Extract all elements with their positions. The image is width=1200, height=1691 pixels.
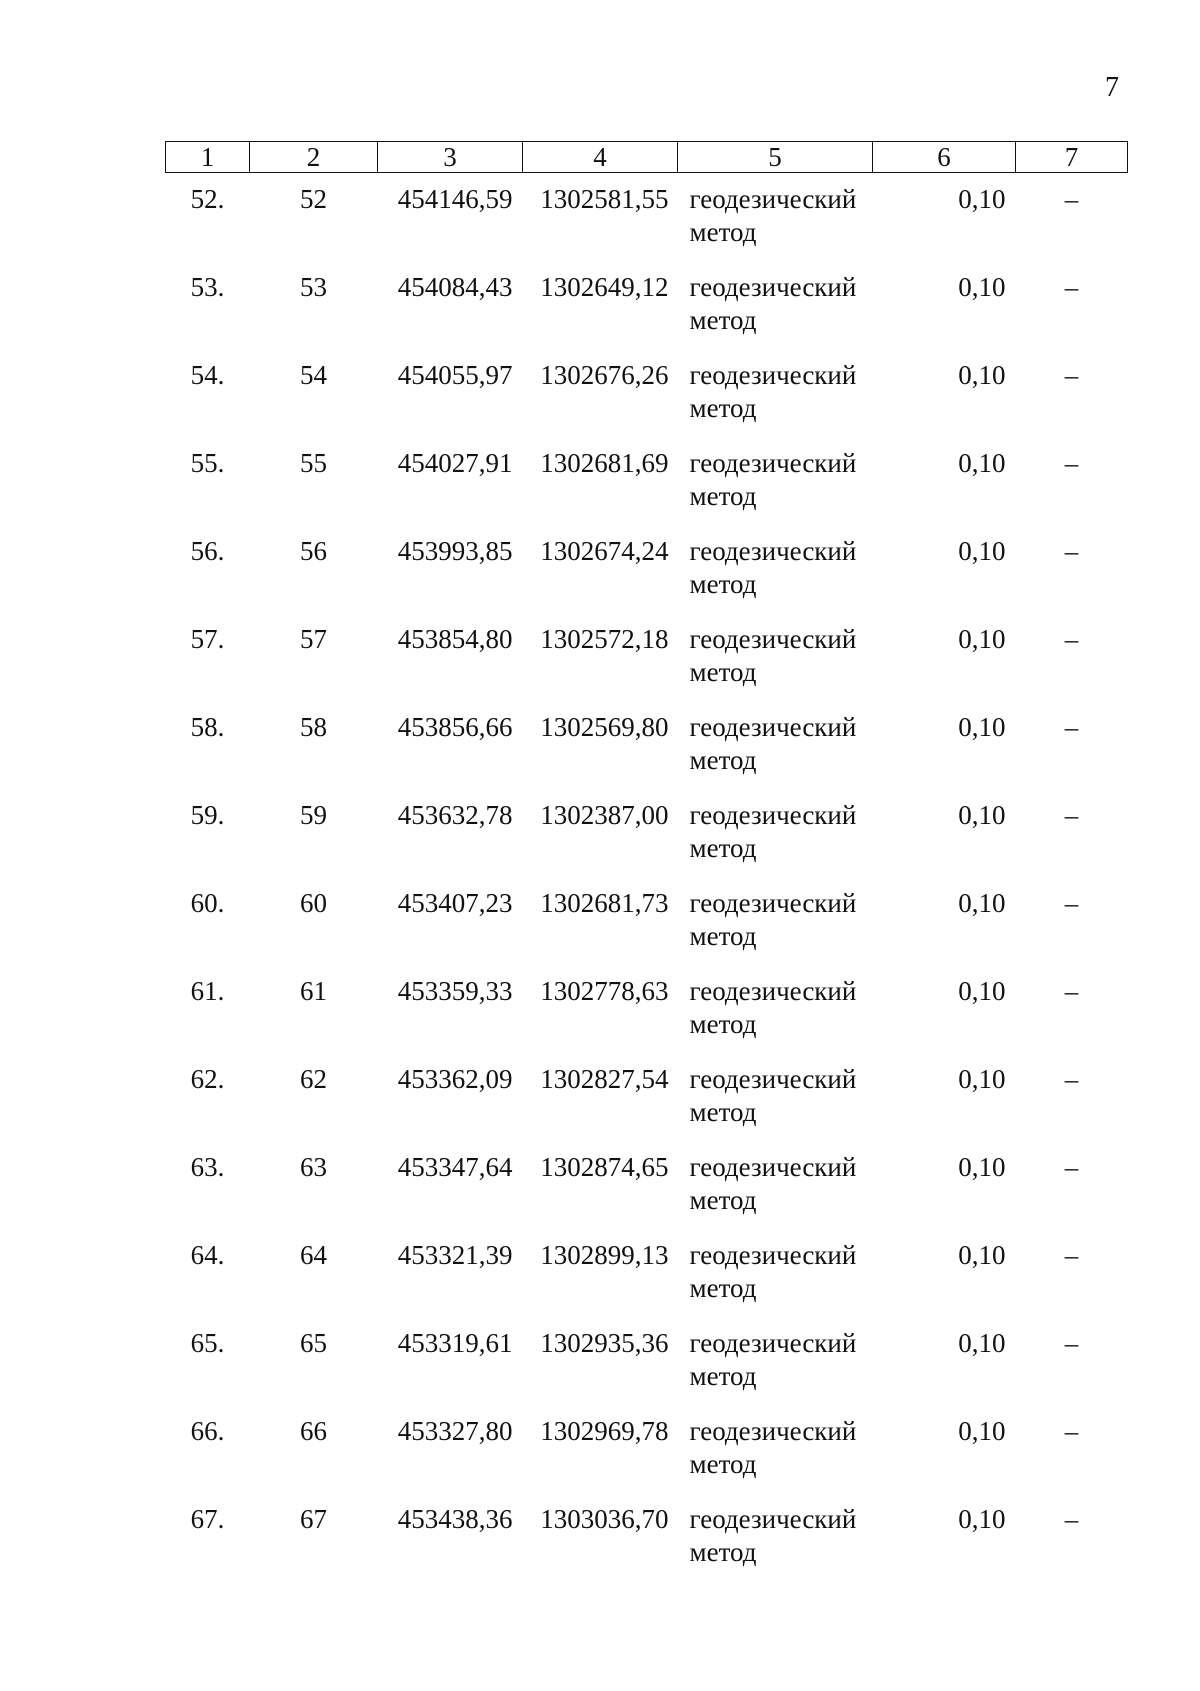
accuracy-cell: 0,10: [958, 1328, 1006, 1358]
table-row: [166, 359, 1128, 447]
point-number-cell: 55: [300, 448, 327, 478]
note-cell: –: [1064, 1504, 1079, 1534]
table-row: [166, 1415, 1128, 1503]
table-row: [166, 1063, 1128, 1151]
x-coordinate-cell: 453407,23: [397, 888, 513, 918]
point-number-cell: 53: [300, 272, 327, 302]
x-coordinate-cell: 453347,64: [397, 1152, 513, 1182]
header-row: [166, 142, 1128, 173]
accuracy-cell: 0,10: [958, 624, 1006, 654]
accuracy-cell: 0,10: [958, 272, 1006, 302]
table-row: [166, 271, 1128, 359]
x-coordinate-cell: 453359,33: [397, 976, 513, 1006]
method-cell: геодезический метод: [689, 536, 857, 599]
table-row: [166, 975, 1128, 1063]
note-cell: –: [1064, 1064, 1079, 1094]
y-coordinate-cell: 1302969,78: [540, 1416, 669, 1446]
point-number-cell: 63: [300, 1152, 327, 1182]
x-coordinate-cell: 453362,09: [397, 1064, 513, 1094]
accuracy-cell: 0,10: [958, 1240, 1006, 1270]
coordinates-table: [165, 141, 1128, 1591]
accuracy-cell: 0,10: [958, 976, 1006, 1006]
method-cell: геодезический метод: [689, 184, 857, 247]
x-coordinate-cell: 453854,80: [397, 624, 513, 654]
accuracy-cell: 0,10: [958, 184, 1006, 214]
point-number-cell: 56: [300, 536, 327, 566]
x-coordinate-cell: 453993,85: [397, 536, 513, 566]
point-number-cell: 64: [300, 1240, 327, 1270]
x-coordinate-cell: 453856,66: [397, 712, 513, 742]
method-cell: геодезический метод: [689, 272, 857, 335]
row-index-cell: 52.: [190, 184, 225, 214]
method-cell: геодезический метод: [689, 1240, 857, 1303]
y-coordinate-cell: 1302569,80: [540, 712, 669, 742]
method-cell: геодезический метод: [689, 976, 857, 1039]
x-coordinate-cell: 453319,61: [397, 1328, 513, 1358]
note-cell: –: [1064, 448, 1079, 478]
point-number-cell: 57: [300, 624, 327, 654]
column-header: 3: [378, 142, 523, 173]
accuracy-cell: 0,10: [958, 536, 1006, 566]
row-index-cell: 57.: [190, 624, 225, 654]
note-cell: –: [1064, 976, 1079, 1006]
y-coordinate-cell: 1302899,13: [540, 1240, 669, 1270]
note-cell: –: [1064, 888, 1079, 918]
method-cell: геодезический метод: [689, 1064, 857, 1127]
accuracy-cell: 0,10: [958, 1504, 1006, 1534]
table-row: [166, 535, 1128, 623]
x-coordinate-cell: 453321,39: [397, 1240, 513, 1270]
row-index-cell: 56.: [190, 536, 225, 566]
point-number-cell: 60: [300, 888, 327, 918]
row-index-cell: 55.: [190, 448, 225, 478]
x-coordinate-cell: 453632,78: [397, 800, 513, 830]
point-number-cell: 54: [300, 360, 327, 390]
point-number-cell: 62: [300, 1064, 327, 1094]
table-row: [166, 799, 1128, 887]
note-cell: –: [1064, 1416, 1079, 1446]
page-number: 7: [1105, 72, 1119, 103]
row-index-cell: 63.: [190, 1152, 225, 1182]
method-cell: геодезический метод: [689, 1152, 857, 1215]
column-header: 4: [523, 142, 678, 173]
table-row: [166, 887, 1128, 975]
spacer-row: [166, 173, 1128, 184]
accuracy-cell: 0,10: [958, 448, 1006, 478]
note-cell: –: [1064, 536, 1079, 566]
method-cell: геодезический метод: [689, 360, 857, 423]
x-coordinate-cell: 454084,43: [397, 272, 513, 302]
table-row: [166, 1151, 1128, 1239]
method-cell: геодезический метод: [689, 800, 857, 863]
row-index-cell: 59.: [190, 800, 225, 830]
y-coordinate-cell: 1302874,65: [540, 1152, 669, 1182]
column-header: 1: [166, 142, 250, 173]
row-index-cell: 64.: [190, 1240, 225, 1270]
table-row: [166, 1503, 1128, 1591]
table-row: [166, 1327, 1128, 1415]
x-coordinate-cell: 453327,80: [397, 1416, 513, 1446]
method-cell: геодезический метод: [689, 1328, 857, 1391]
y-coordinate-cell: 1302581,55: [540, 184, 669, 214]
table-row: [166, 447, 1128, 535]
point-number-cell: 61: [300, 976, 327, 1006]
column-header: 2: [250, 142, 378, 173]
column-header: 7: [1016, 142, 1128, 173]
x-coordinate-cell: 454027,91: [397, 448, 513, 478]
y-coordinate-cell: 1302572,18: [540, 624, 669, 654]
table-row: [166, 183, 1128, 271]
table-body: [166, 173, 1128, 1592]
accuracy-cell: 0,10: [958, 1416, 1006, 1446]
column-header: 5: [678, 142, 873, 173]
point-number-cell: 67: [300, 1504, 327, 1534]
note-cell: –: [1064, 1152, 1079, 1182]
note-cell: –: [1064, 360, 1079, 390]
method-cell: геодезический метод: [689, 1416, 857, 1479]
row-index-cell: 61.: [190, 976, 225, 1006]
method-cell: геодезический метод: [689, 1504, 857, 1567]
note-cell: –: [1064, 184, 1079, 214]
point-number-cell: 65: [300, 1328, 327, 1358]
row-index-cell: 58.: [190, 712, 225, 742]
y-coordinate-cell: 1302827,54: [540, 1064, 669, 1094]
method-cell: геодезический метод: [689, 888, 857, 951]
note-cell: –: [1064, 800, 1079, 830]
y-coordinate-cell: 1302674,24: [540, 536, 669, 566]
table-row: [166, 1239, 1128, 1327]
y-coordinate-cell: 1302778,63: [540, 976, 669, 1006]
x-coordinate-cell: 454146,59: [397, 184, 513, 214]
table-row: [166, 623, 1128, 711]
y-coordinate-cell: 1302681,69: [540, 448, 669, 478]
row-index-cell: 62.: [190, 1064, 225, 1094]
point-number-cell: 52: [300, 184, 327, 214]
method-cell: геодезический метод: [689, 712, 857, 775]
accuracy-cell: 0,10: [958, 800, 1006, 830]
row-index-cell: 66.: [190, 1416, 225, 1446]
y-coordinate-cell: 1302649,12: [540, 272, 669, 302]
method-cell: геодезический метод: [689, 448, 857, 511]
accuracy-cell: 0,10: [958, 1152, 1006, 1182]
note-cell: –: [1064, 1240, 1079, 1270]
row-index-cell: 53.: [190, 272, 225, 302]
accuracy-cell: 0,10: [958, 360, 1006, 390]
point-number-cell: 58: [300, 712, 327, 742]
point-number-cell: 66: [300, 1416, 327, 1446]
row-index-cell: 67.: [190, 1504, 225, 1534]
row-index-cell: 54.: [190, 360, 225, 390]
table-row: [166, 711, 1128, 799]
y-coordinate-cell: 1302387,00: [540, 800, 669, 830]
x-coordinate-cell: 454055,97: [397, 360, 513, 390]
x-coordinate-cell: 453438,36: [397, 1504, 513, 1534]
note-cell: –: [1064, 624, 1079, 654]
y-coordinate-cell: 1302935,36: [540, 1328, 669, 1358]
note-cell: –: [1064, 1328, 1079, 1358]
accuracy-cell: 0,10: [958, 1064, 1006, 1094]
accuracy-cell: 0,10: [958, 712, 1006, 742]
row-index-cell: 65.: [190, 1328, 225, 1358]
note-cell: –: [1064, 712, 1079, 742]
method-cell: геодезический метод: [689, 624, 857, 687]
point-number-cell: 59: [300, 800, 327, 830]
note-cell: –: [1064, 272, 1079, 302]
accuracy-cell: 0,10: [958, 888, 1006, 918]
row-index-cell: 60.: [190, 888, 225, 918]
y-coordinate-cell: 1303036,70: [540, 1504, 669, 1534]
y-coordinate-cell: 1302676,26: [540, 360, 669, 390]
column-header: 6: [873, 142, 1016, 173]
y-coordinate-cell: 1302681,73: [540, 888, 669, 918]
